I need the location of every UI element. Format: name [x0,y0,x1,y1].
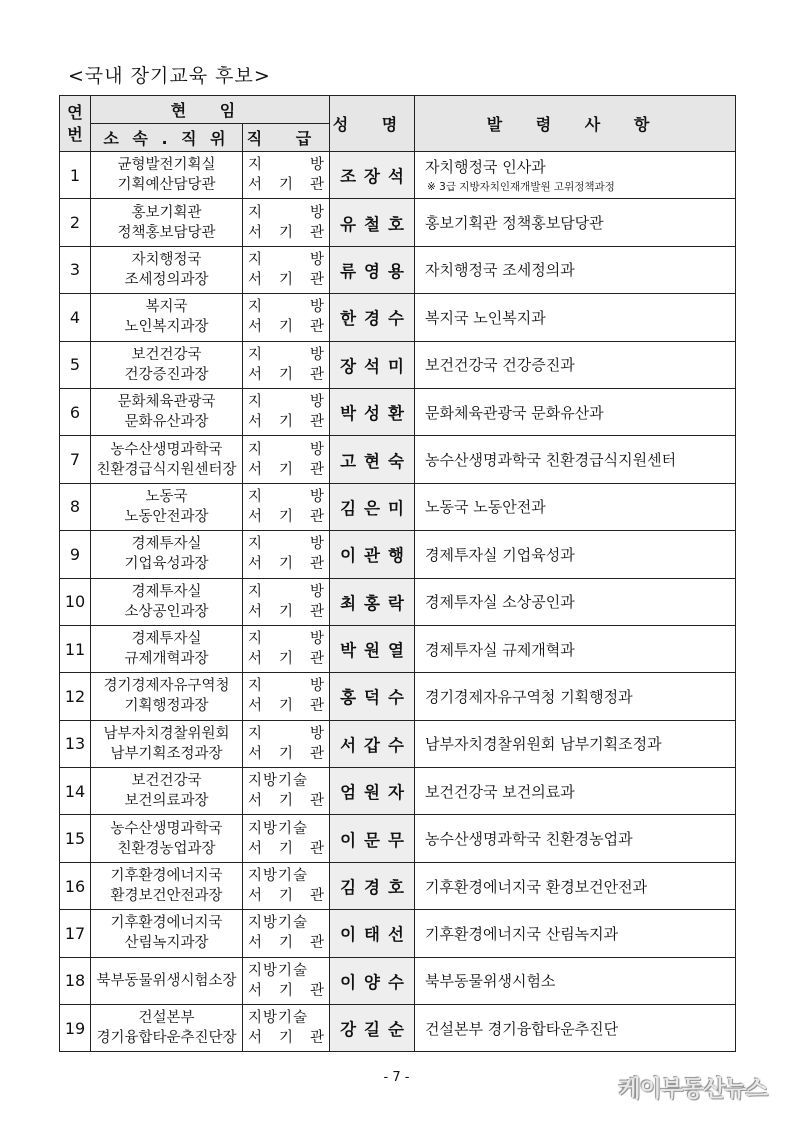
row-number: 4 [60,294,91,341]
appointment-text: 경제투자실 규제개혁과 [425,640,575,659]
grade-line-1: 지 방 [248,488,325,505]
grade [243,862,330,909]
position-title: 경기융합타운추진단장 [96,1030,237,1047]
grade [243,483,330,530]
header-grade: 직 급 [243,124,330,152]
page-number: - 7 - [383,1070,410,1085]
person-name: 김은미 [330,483,415,530]
dept-name: 북부동물위생시험소장 [96,972,237,989]
personnel-table [59,95,736,1052]
current-position [91,673,243,720]
person-name: 엄원자 [330,768,415,815]
grade-line-2: 서 기 관 [248,651,325,668]
current-position [91,246,243,293]
row-number: 12 [60,673,91,720]
appointment [415,152,736,199]
appointment-text: 홍보기획관 정책홍보담당관 [425,214,604,233]
person-name: 이관행 [330,531,415,578]
row-number: 8 [60,483,91,530]
grade-line-1: 지 방 [248,251,325,268]
table-row [60,246,736,293]
dept-name: 홍보기획관 [131,204,202,221]
row-number: 17 [60,910,91,957]
dept-name: 자치행정국 [131,251,202,268]
position-title: 산림녹지과장 [124,935,209,952]
current-position [91,199,243,246]
dept-name: 보건건강국 [131,346,202,363]
table-row [60,673,736,720]
section-heading: <국내 장기교육 후보> [68,65,271,87]
row-number: 9 [60,531,91,578]
appointment [415,578,736,625]
appointment-text: 경제투자실 소상공인과 [425,593,575,612]
position-title: 노동안전과장 [124,508,209,525]
row-number: 10 [60,578,91,625]
dept-name: 문화체육관광국 [117,394,216,411]
appointment [415,1005,736,1052]
appointment [415,294,736,341]
current-position [91,768,243,815]
table-row [60,910,736,957]
appointment-text: 보건건강국 보건의료과 [425,782,575,801]
appointment [415,720,736,767]
table-row [60,483,736,530]
current-position [91,578,243,625]
table-row [60,152,736,199]
grade-line-2: 서 기 관 [248,935,325,952]
grade [243,341,330,388]
appointment [415,673,736,720]
grade [243,436,330,483]
table-row [60,862,736,909]
appointment-text: 문화체육관광국 문화유산과 [425,403,604,422]
grade-line-2: 서 기 관 [248,793,325,810]
grade-line-2: 서 기 관 [248,745,325,762]
dept-name: 농수산생명과학국 [110,441,223,458]
grade-line-1: 지 방 [248,583,325,600]
appointment-text: 경기경제자유구역청 기획행정과 [425,687,633,706]
table-header [60,96,736,152]
dept-name: 농수산생명과학국 [110,820,223,837]
dept-name: 노동국 [145,488,188,505]
row-number: 16 [60,862,91,909]
position-title: 남부기획조정과장 [110,745,223,762]
appointment [415,341,736,388]
dept-name: 건설본부 [138,1010,195,1027]
position-title: 정책홍보담당관 [117,224,216,241]
grade [243,768,330,815]
grade-line-1: 지 방 [248,631,325,648]
appointment-text: 보건건강국 건강증진과 [425,356,575,375]
appointment [415,436,736,483]
grade-line-2: 서 기 관 [248,603,325,620]
current-position [91,1005,243,1052]
grade [243,957,330,1004]
grade-line-1: 지 방 [248,157,325,174]
grade [243,578,330,625]
position-title: 건강증진과장 [124,366,209,383]
grade-line-2: 서 기 관 [248,1030,325,1047]
current-position [91,910,243,957]
grade [243,910,330,957]
person-name: 장석미 [330,341,415,388]
appointment [415,246,736,293]
appointment-text: 자치행정국 조세정의과 [425,261,575,280]
grade-line-1: 지 방 [248,299,325,316]
table-row [60,720,736,767]
watermark-logo: 케이부동산뉴스 [618,1076,767,1102]
person-name: 조장석 [330,152,415,199]
table-row [60,768,736,815]
position-title: 보건의료과장 [124,793,209,810]
current-position [91,294,243,341]
person-name: 최홍락 [330,578,415,625]
dept-name: 경기경제자유구역청 [103,678,230,695]
row-number: 6 [60,388,91,435]
row-number: 5 [60,341,91,388]
appointment [415,388,736,435]
appointment [415,768,736,815]
row-number: 11 [60,625,91,672]
grade-line-2: 서 기 관 [248,840,325,857]
appointment-text: 자치행정국 인사과 [425,158,546,177]
appointment-text: 북부동물위생시험소 [425,972,556,991]
header-appointment: 발 령 사 항 [415,96,736,152]
current-position [91,152,243,199]
header-current: 현 임 [91,96,330,124]
appointment [415,815,736,862]
person-name: 류영용 [330,246,415,293]
row-number: 13 [60,720,91,767]
table-row [60,388,736,435]
row-number: 3 [60,246,91,293]
grade [243,246,330,293]
grade [243,152,330,199]
dept-name: 경제투자실 [131,583,202,600]
table-row [60,341,736,388]
person-name: 김경호 [330,862,415,909]
row-number: 1 [60,152,91,199]
appointment-text: 남부자치경찰위원회 남부기획조정과 [425,735,662,754]
grade-line-2: 서 기 관 [248,982,325,999]
grade-line-2: 서 기 관 [248,177,325,194]
position-title: 조세정의과장 [124,271,209,288]
grade [243,294,330,341]
grade-line-1: 지 방 [248,394,325,411]
appointment [415,531,736,578]
dept-name: 기후환경에너지국 [110,868,223,885]
header-dept-position: 소 속 . 직 위 [91,124,243,152]
person-name: 이문무 [330,815,415,862]
appointment-text: 복지국 노인복지과 [425,308,546,327]
grade-line-2: 서 기 관 [248,461,325,478]
grade-line-1: 지방기술 [248,915,309,932]
current-position [91,436,243,483]
person-name: 서갑수 [330,720,415,767]
grade-line-1: 지방기술 [248,1010,309,1027]
grade-line-2: 서 기 관 [248,414,325,431]
table-row [60,625,736,672]
current-position [91,720,243,767]
appointment-text: 농수산생명과학국 친환경농업과 [425,830,633,849]
dept-name: 균형발전기획실 [117,157,216,174]
dept-name: 남부자치경찰위원회 [103,725,230,742]
grade-line-1: 지방기술 [248,868,309,885]
grade-line-2: 서 기 관 [248,698,325,715]
current-position [91,531,243,578]
dept-name: 복지국 [145,299,188,316]
appointment-text: 건설본부 경기융합타운추진단 [425,1019,619,1038]
grade-line-2: 서 기 관 [248,508,325,525]
appointment [415,910,736,957]
position-title: 기획행정과장 [124,698,209,715]
table-body [60,152,736,1052]
grade [243,388,330,435]
table-row [60,578,736,625]
position-title: 노인복지과장 [124,319,209,336]
table-row [60,815,736,862]
grade-line-1: 지 방 [248,536,325,553]
grade-line-1: 지 방 [248,678,325,695]
person-name: 강길순 [330,1005,415,1052]
row-number: 15 [60,815,91,862]
grade-line-1: 지 방 [248,441,325,458]
row-number: 7 [60,436,91,483]
person-name: 이양수 [330,957,415,1004]
position-title: 친환경급식지원센터장 [96,461,237,478]
row-number: 2 [60,199,91,246]
current-position [91,341,243,388]
appointment [415,957,736,1004]
person-name: 박원열 [330,625,415,672]
grade [243,531,330,578]
grade-line-1: 지방기술 [248,820,309,837]
dept-name: 경제투자실 [131,631,202,648]
appointment-text: 기후환경에너지국 환경보건안전과 [425,877,648,896]
table-row [60,1005,736,1052]
grade-line-1: 지 방 [248,346,325,363]
grade-line-1: 지 방 [248,725,325,742]
grade-line-2: 서 기 관 [248,888,325,905]
appointment-text: 기후환경에너지국 산림녹지과 [425,924,619,943]
dept-name: 보건건강국 [131,773,202,790]
person-name: 박성환 [330,388,415,435]
appointment [415,625,736,672]
person-name: 유철호 [330,199,415,246]
grade-line-2: 서 기 관 [248,556,325,573]
table-row [60,199,736,246]
grade-line-2: 서 기 관 [248,319,325,336]
row-number: 19 [60,1005,91,1052]
grade [243,815,330,862]
grade-line-2: 서 기 관 [248,271,325,288]
position-title: 문화유산과장 [124,414,209,431]
appointment-text: 농수산생명과학국 친환경급식지원센터 [425,451,677,470]
appointment-text: 경제투자실 기업육성과 [425,545,575,564]
grade [243,1005,330,1052]
current-position [91,483,243,530]
header-no: 연번 [60,96,91,152]
header-name: 성 명 [330,96,415,152]
grade [243,720,330,767]
dept-name: 기후환경에너지국 [110,915,223,932]
appointment-text: 노동국 노동안전과 [425,498,546,517]
appointment-note: ※ 3급 지방자치인재개발원 고위정책과정 [427,181,615,194]
grade [243,673,330,720]
grade-line-1: 지방기술 [248,773,309,790]
appointment [415,199,736,246]
position-title: 기업육성과장 [124,556,209,573]
person-name: 이태선 [330,910,415,957]
current-position [91,388,243,435]
table-row [60,531,736,578]
table-row [60,294,736,341]
position-title: 기획예산담당관 [117,177,216,194]
person-name: 홍덕수 [330,673,415,720]
person-name: 고현숙 [330,436,415,483]
current-position [91,625,243,672]
row-number: 18 [60,957,91,1004]
position-title: 소상공인과장 [124,603,209,620]
current-position [91,862,243,909]
table-row [60,957,736,1004]
position-title: 규제개혁과장 [124,651,209,668]
grade [243,199,330,246]
grade-line-2: 서 기 관 [248,224,325,241]
current-position [91,815,243,862]
grade [243,625,330,672]
appointment [415,483,736,530]
grade-line-1: 지방기술 [248,962,309,979]
table-row [60,436,736,483]
position-title: 친환경농업과장 [117,840,216,857]
position-title: 환경보건안전과장 [110,888,223,905]
row-number: 14 [60,768,91,815]
grade-line-1: 지 방 [248,204,325,221]
grade-line-2: 서 기 관 [248,366,325,383]
dept-name: 경제투자실 [131,536,202,553]
appointment [415,862,736,909]
current-position [91,957,243,1004]
person-name: 한경수 [330,294,415,341]
